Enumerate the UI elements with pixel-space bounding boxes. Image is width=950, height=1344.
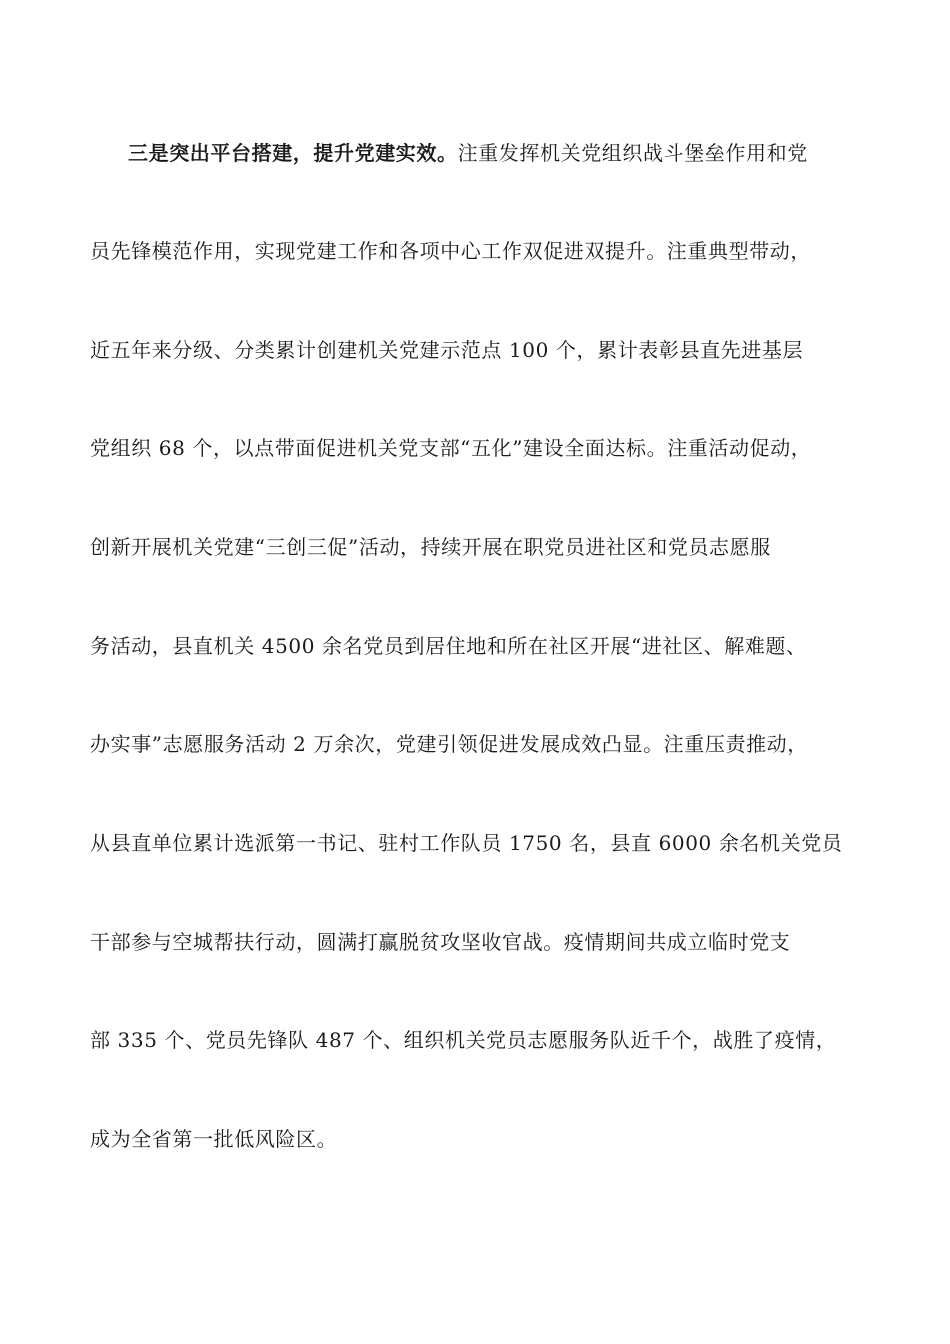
paragraph-line-3: 近五年来分级、分类累计创建机关党建示范点 100 个，累计表彰县直先进基层 — [90, 338, 804, 362]
paragraph-line-10: 部 335 个、党员先锋队 487 个、组织机关党员志愿服务队近千个，战胜了疫情， — [90, 1028, 837, 1052]
paragraph-line-1 — [128, 139, 870, 167]
paragraph-lead: 三是突出平台搭建，提升党建实效。 — [128, 141, 458, 165]
paragraph-line-1-text: 注重发挥机关党组织战斗堡垒作用和党 — [457, 141, 808, 165]
paragraph-line-9: 干部参与空城帮扶行动，圆满打赢脱贫攻坚收官战。疫情期间共成立临时党支 — [90, 930, 791, 954]
paragraph-line-11: 成为全省第一批低风险区。 — [90, 1127, 338, 1151]
paragraph-line-6: 务活动，县直机关 4500 余名党员到居住地和所在社区开展“进社区、解难题、 — [90, 634, 807, 658]
paragraph-line-5: 创新开展机关党建“三创三促”活动，持续开展在职党员进社区和党员志愿服 — [90, 535, 771, 559]
paragraph-line-8: 从县直单位累计选派第一书记、驻村工作队员 1750 名，县直 6000 余名机关党员 — [90, 831, 843, 855]
paragraph-line-2: 员先锋模范作用，实现党建工作和各项中心工作双促进双提升。注重典型带动， — [90, 239, 811, 263]
paragraph-line-4: 党组织 68 个，以点带面促进机关党支部“五化”建设全面达标。注重活动促动， — [90, 436, 812, 460]
paragraph-line-7: 办实事”志愿服务活动 2 万余次，党建引领促进发展成效凸显。注重压责推动， — [90, 732, 808, 756]
